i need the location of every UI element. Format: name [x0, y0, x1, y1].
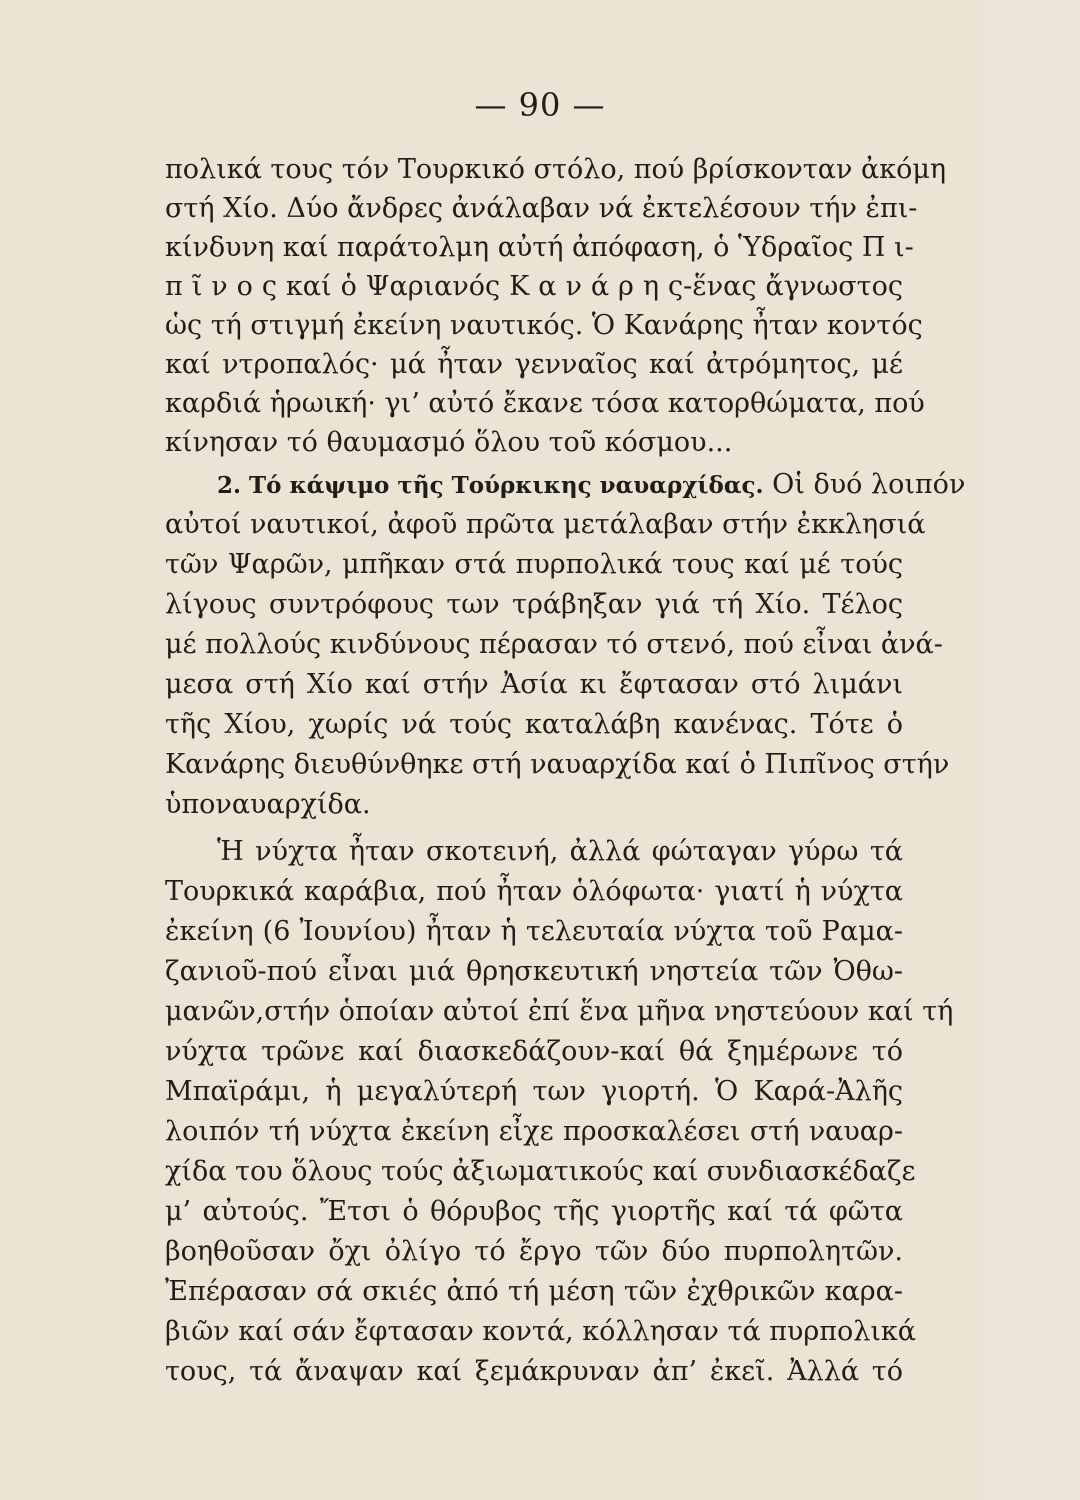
text-line: ζανιοῦ-πού εἶναι μιά θρησκευτική νηστεία τῶν Ὀθω- — [165, 956, 903, 987]
text-line: νύχτα τρῶνε καί διασκεδάζουν-καί θά ξημέρωνε τό — [165, 1036, 903, 1067]
text-line: Ἐπέρασαν σά σκιές ἀπό τή μέση τῶν ἐχθρικῶν καρα- — [165, 1276, 903, 1307]
text-line: ὑποναυαρχίδα. — [165, 789, 371, 820]
section-heading: 2. Τό κάψιμο τῆς Τούρκικης ναυαρχίδας. — [217, 472, 764, 499]
text-line: χίδα του ὅλους τούς ἀξιωματικούς καί συνδιασκέδαζε — [165, 1156, 916, 1187]
section-heading-continuation: Οἱ δυό λοιπόν — [772, 469, 966, 500]
text-line: μέ πολλούς κινδύνους πέρασαν τό στενό, πού εἶναι ἀνά- — [165, 629, 943, 660]
text-line: ἐκείνη (6 Ἰουνίου) ἦταν ἡ τελευταία νύχτα τοῦ Ραμα- — [165, 916, 903, 947]
text-line: π ῖ ν ο ς καί ὁ Ψαριανός Κ α ν ά ρ η ς-ἕνας ἄγνωστος — [165, 271, 903, 302]
text-line: Τουρκικά καράβια, πού ἦταν ὁλόφωτα· γιατί ἡ νύχτα — [165, 876, 903, 907]
text-line: μ’ αὐτούς. Ἔτσι ὁ θόρυβος τῆς γιορτῆς καί τά φῶτα — [165, 1196, 903, 1227]
text-line: πολικά τους τόν Τουρκικό στόλο, πού βρίσκονταν ἀκόμη — [165, 154, 947, 185]
text-line: ὡς τή στιγμή ἐκείνη ναυτικός. Ὁ Κανάρης ἦταν κοντός — [165, 310, 923, 341]
text-line: Μπαϊράμι, ἡ μεγαλύτερή των γιορτή. Ὁ Καρά-Ἀλῆς — [165, 1076, 903, 1107]
text-line: Ἡ νύχτα ἦταν σκοτεινή, ἀλλά φώταγαν γύρω τά — [217, 836, 903, 867]
text-line: τῶν Ψαρῶν, μπῆκαν στά πυρπολικά τους καί μέ τούς — [165, 549, 903, 580]
text-line: καρδιά ἡρωική· γι’ αὐτό ἔκανε τόσα κατορθώματα, πού — [165, 388, 925, 419]
text-line: κίνδυνη καί παράτολμη αὐτή ἀπόφαση, ὁ Ὑδραῖος Π ι- — [165, 232, 914, 263]
text-line: Κανάρης διευθύνθηκε στή ναυαρχίδα καί ὁ Πιπῖνος στήν — [165, 749, 950, 780]
text-line: τους, τά ἄναψαν καί ξεμάκρυναν ἀπ’ ἐκεῖ. Ἀλλά τό — [165, 1356, 903, 1387]
text-line: λοιπόν τή νύχτα ἐκείνη εἶχε προσκαλέσει στή ναυαρ- — [165, 1116, 903, 1147]
text-line: βιῶν καί σάν ἔφτασαν κοντά, κόλλησαν τά πυρπολικά — [165, 1316, 917, 1347]
text-line: λίγους συντρόφους των τράβηξαν γιά τή Χίο. Τέλος — [165, 589, 903, 620]
text-line: μεσα στή Χίο καί στήν Ἀσία κι ἔφτασαν στό λιμάνι — [165, 669, 903, 700]
section-heading-line — [165, 465, 966, 505]
page-number: — 90 — — [474, 86, 606, 124]
text-line: βοηθοῦσαν ὄχι ὀλίγο τό ἔργο τῶν δύο πυρπολητῶν. — [165, 1236, 903, 1267]
text-line: αὐτοί ναυτικοί, ἀφοῦ πρῶτα μετάλαβαν στήν ἐκκλησιά — [165, 509, 926, 540]
text-line: τῆς Χίου, χωρίς νά τούς καταλάβη κανένας. Τότε ὁ — [165, 709, 903, 740]
text-line: στή Χίο. Δύο ἄνδρες ἀνάλαβαν νά ἐκτελέσουν τήν ἐπι- — [165, 193, 918, 224]
text-line: μανῶν,στήν ὁποίαν αὐτοί ἐπί ἕνα μῆνα νηστεύουν καί τή — [165, 996, 954, 1027]
text-line: καί ντροπαλός· μά ἦταν γενναῖος καί ἀτρόμητος, μέ — [165, 349, 903, 380]
text-line: κίνησαν τό θαυμασμό ὅλου τοῦ κόσμου... — [165, 427, 733, 458]
